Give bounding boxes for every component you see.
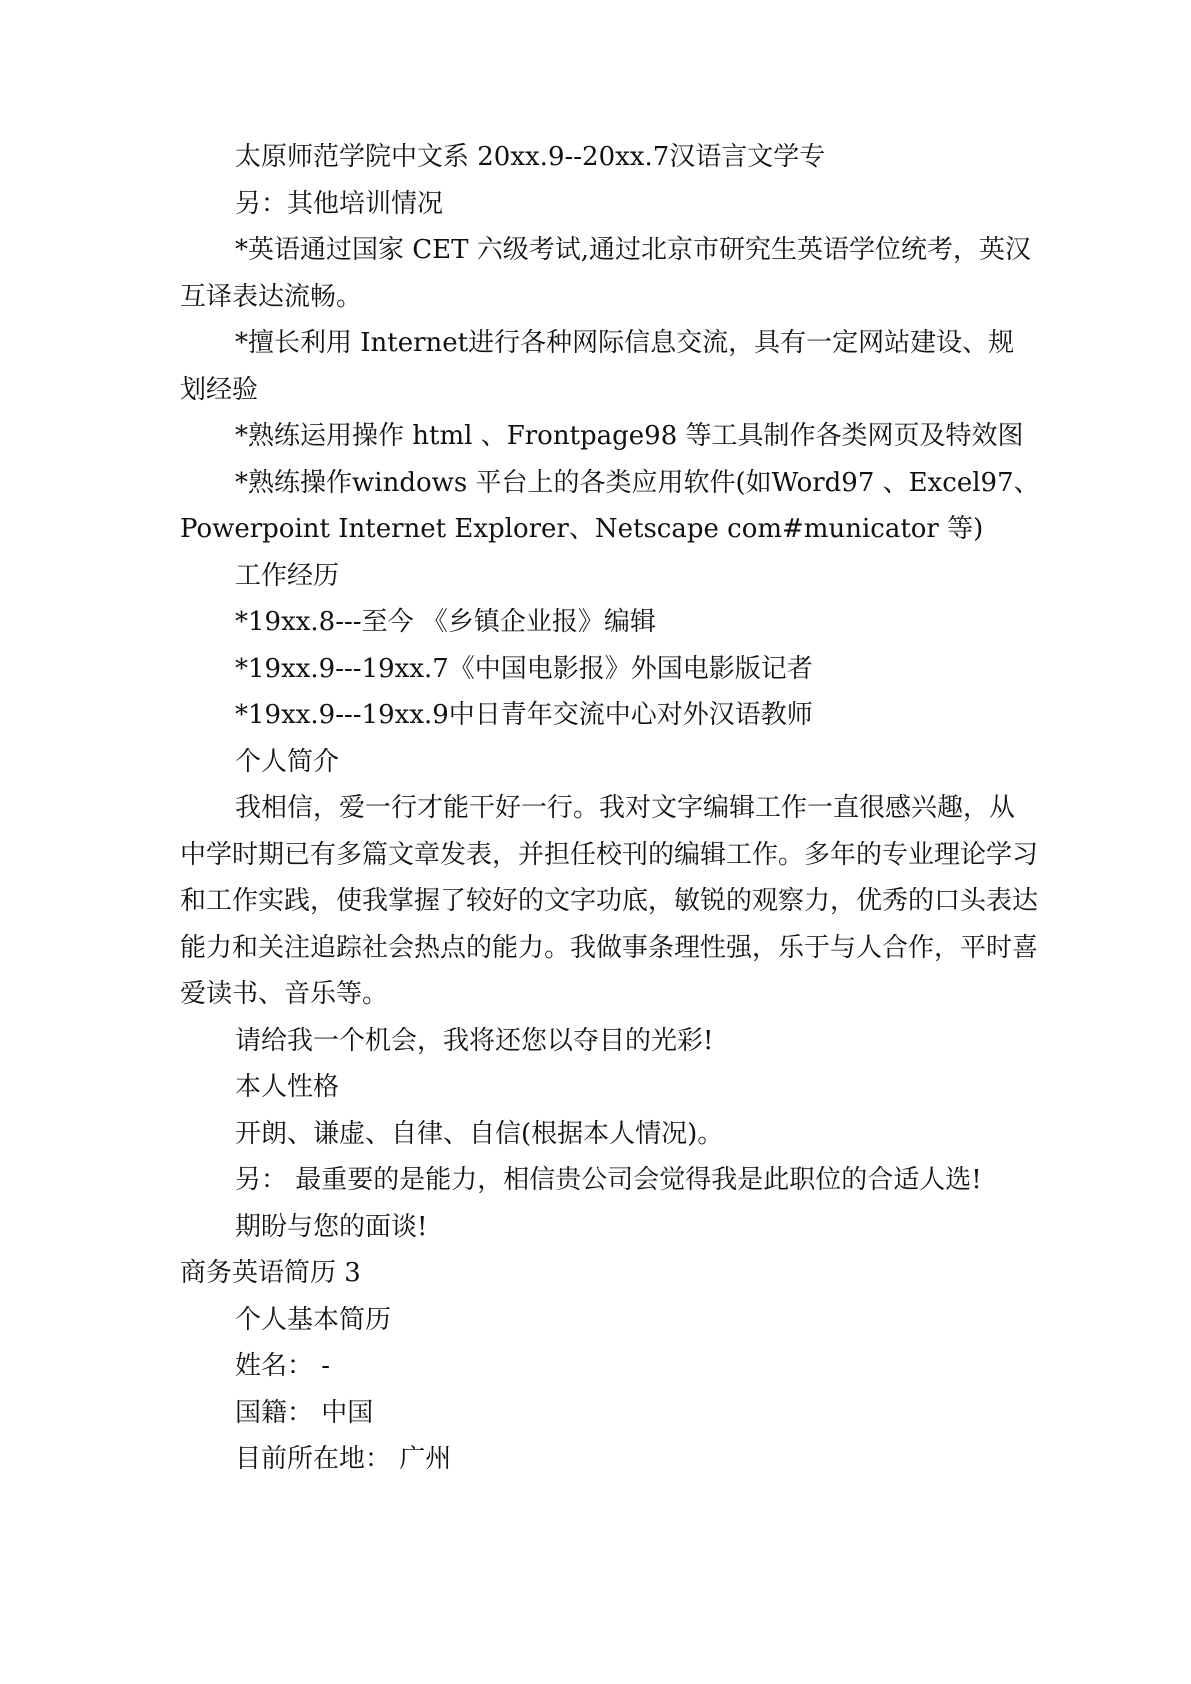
nationality-field: 国籍： 中国 xyxy=(235,1397,374,1428)
work-history-heading: 工作经历 xyxy=(235,560,340,591)
personal-intro-heading: 个人简介 xyxy=(235,746,340,777)
skill-english: *英语通过国家 CET 六级考试,通过北京市研究生英语学位统考，英汉互译表达流畅。 xyxy=(180,235,1032,312)
name-field: 姓名： - xyxy=(235,1351,331,1381)
location-field: 目前所在地： 广州 xyxy=(235,1444,452,1474)
document-body xyxy=(180,134,1040,1483)
ability-note: 另： 最重要的是能力，相信贵公司会觉得我是此职位的合适人选! xyxy=(235,1165,982,1195)
work-history-item: *19xx.9---19xx.7《中国电影报》外国电影版记者 xyxy=(235,653,813,684)
section-heading: 商务英语简历 3 xyxy=(180,1258,361,1288)
work-history-item: *19xx.9---19xx.9中日青年交流中心对外汉语教师 xyxy=(235,700,813,730)
work-history-item: *19xx.8---至今 《乡镇企业报》编辑 xyxy=(235,607,656,637)
personal-intro-text: 我相信，爱一行才能干好一行。我对文字编辑工作一直很感兴趣，从中学时期已有多篇文章发表，并担任校刊的编辑工作。多年的专业理论学习和工作实践，使我掌握了较好的文字功底，敏锐的观察力，优秀的口头表达能力和关注追踪社会热点的能力。我做事条理性强，乐于与人合作，平时喜爱读书、音乐等。 xyxy=(180,793,1039,1009)
closing-request: 请给我一个机会，我将还您以夺目的光彩! xyxy=(235,1025,714,1056)
personality-heading: 本人性格 xyxy=(235,1072,340,1102)
skill-web-tools: *熟练运用操作 html 、Frontpage98 等工具制作各类网页及特效图 xyxy=(235,421,1024,451)
personality-text: 开朗、谦虚、自律、自信(根据本人情况)。 xyxy=(235,1118,724,1149)
interview-wish: 期盼与您的面谈! xyxy=(235,1211,428,1242)
skill-internet: *擅长利用 Internet进行各种网际信息交流，具有一定网站建设、规划经验 xyxy=(180,328,1015,405)
education-line: 太原师范学院中文系 20xx.9--20xx.7汉语言文学专 xyxy=(235,142,826,172)
skill-office-software: *熟练操作windows 平台上的各类应用软件(如Word97 、Excel97、Powerpoint Internet Explorer、Netscape com#municator 等) xyxy=(180,467,1040,544)
other-training-heading: 另：其他培训情况 xyxy=(235,188,444,219)
basic-resume-heading: 个人基本简历 xyxy=(235,1304,392,1335)
